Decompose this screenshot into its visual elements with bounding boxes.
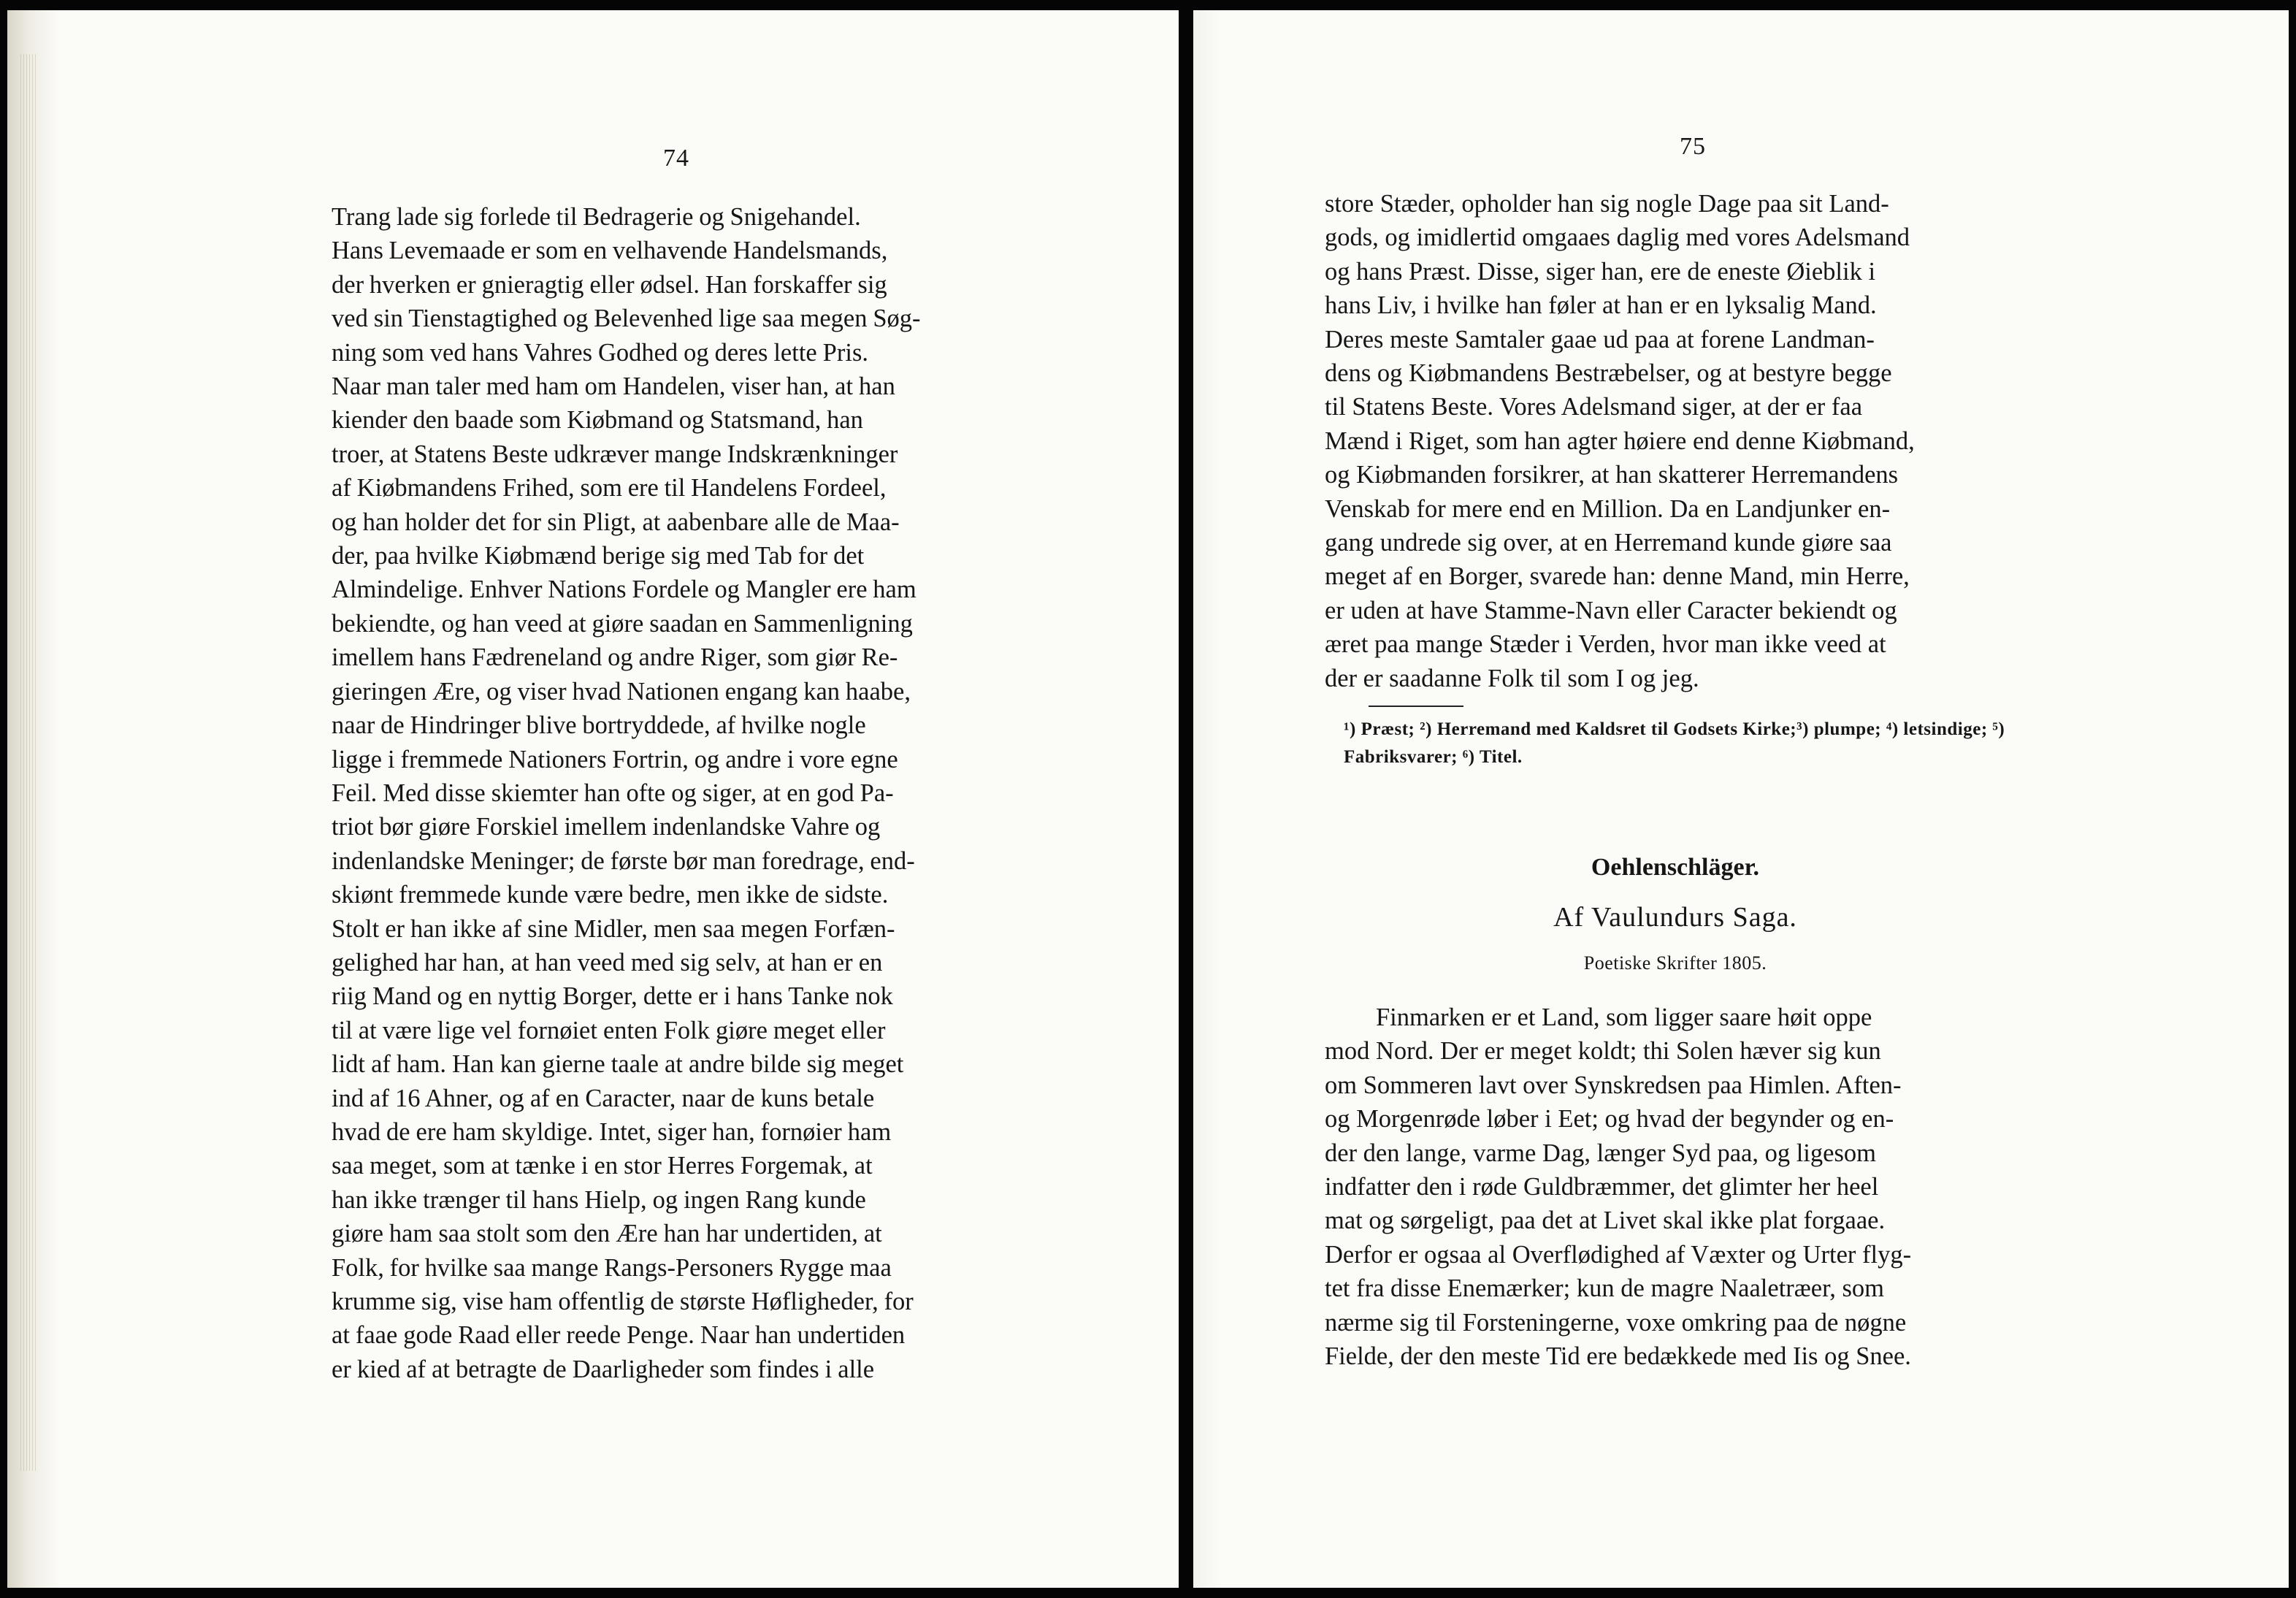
- text-line: Deres meste Samtaler gaae ud paa at forene Landman-: [1325, 325, 1875, 353]
- text-line: riig Mand og en nyttig Borger, dette er i hans Tanke nok: [332, 982, 893, 1011]
- text-line: Derfor er ogsaa al Overflødighed af Væxter og Urter flyg-: [1325, 1240, 1912, 1269]
- text-line: bekiendte, og han veed at giøre saadan en Sammenligning: [332, 609, 913, 638]
- text-line: indenlandske Meninger; de første bør man foredrage, end-: [332, 846, 915, 875]
- text-line: mod Nord. Der er meget koldt; thi Solen hæver sig kun: [1325, 1037, 1881, 1066]
- left-page: [7, 10, 1179, 1588]
- text-line: ning som ved hans Vahres Godhed og deres lette Pris.: [332, 338, 868, 367]
- section-source: Poetiske Skrifter 1805.: [1583, 952, 1767, 974]
- text-line: gieringen Ære, og viser hvad Nationen engang kan haabe,: [332, 677, 911, 706]
- text-line: store Stæder, opholder han sig nogle Dage paa sit Land-: [1325, 190, 1889, 218]
- text-line: Almindelige. Enhver Nations Fordele og Mangler ere ham: [332, 576, 917, 604]
- section-author: Oehlenschläger.: [1591, 854, 1760, 881]
- text-line: naar de Hindringer blive bortryddede, af hvilke nogle: [332, 711, 866, 740]
- text-line: gelighed har han, at han veed med sig selv, at han er en: [332, 948, 883, 976]
- text-line: Trang lade sig forlede til Bedragerie og Snigehandel.: [332, 203, 861, 231]
- text-line: der hverken er gnieragtig eller ødsel. Han forskaffer sig: [332, 270, 887, 299]
- text-line: ind af 16 Ahner, og af en Caracter, naar de kuns betale: [332, 1084, 875, 1112]
- text-line: og Kiøbmanden forsikrer, at han skatterer Herremandens: [1325, 461, 1899, 489]
- text-line: Venskab for mere end en Million. Da en Landjunker en-: [1325, 494, 1891, 523]
- text-line: saa meget, som at tænke i en stor Herres Forgemak, at: [332, 1152, 873, 1180]
- text-line: er kied af at betragte de Daarligheder som findes i alle: [332, 1355, 875, 1383]
- text-line: Folk, for hvilke saa mange Rangs-Personers Rygge maa: [332, 1253, 892, 1282]
- text-line: indfatter den i røde Guldbræmmer, det glimter her heel: [1325, 1173, 1879, 1201]
- text-line: Hans Levemaade er som en velhavende Handelsmands,: [332, 237, 888, 265]
- text-line: er uden at have Stamme-Navn eller Caracter bekiendt og: [1325, 596, 1897, 624]
- text-line: Stolt er han ikke af sine Midler, men saa megen Forfæn-: [332, 914, 895, 943]
- text-line: triot bør giøre Forskiel imellem indenlandske Vahre og: [332, 813, 881, 841]
- right-page: [1193, 10, 2289, 1588]
- text-line: og han holder det for sin Pligt, at aabenbare alle de Maa-: [332, 508, 900, 536]
- text-line: giøre ham saa stolt som den Ære han har undertiden, at: [332, 1220, 882, 1248]
- footnote-divider: [1369, 706, 1463, 707]
- page-number: 75: [1680, 133, 1706, 160]
- text-line: og Morgenrøde løber i Eet; og hvad der begynder og en-: [1325, 1105, 1894, 1133]
- text-line: imellem hans Fædreneland og andre Riger, som giør Re-: [332, 643, 898, 672]
- text-line: til Statens Beste. Vores Adelsmand siger, at der er faa: [1325, 393, 1863, 421]
- text-line: hans Liv, i hvilke han føler at han er en lyksalig Mand.: [1325, 291, 1877, 320]
- text-line: ved sin Tienstagtighed og Belevenhed lige saa megen Søg-: [332, 305, 921, 333]
- text-line: til at være lige vel fornøiet enten Folk giøre meget eller: [332, 1016, 886, 1044]
- text-line: lidt af ham. Han kan gierne taale at andre bilde sig meget: [332, 1050, 904, 1079]
- text-line: at faae gode Raad eller reede Penge. Naar han undertiden: [332, 1321, 906, 1350]
- section-text: [1325, 1001, 2055, 1373]
- text-line: der er saadanne Folk til som I og jeg.: [1325, 664, 1699, 692]
- footnote-line: ³) plumpe; ⁴) letsindige; ⁵) Fabriksvarer; ⁶) Titel.: [1344, 719, 2005, 767]
- text-line: Mænd i Riget, som han agter høiere end denne Kiøbmand,: [1325, 427, 1915, 455]
- text-line: ligge i fremmede Nationers Fortrin, og andre i vore egne: [332, 745, 898, 773]
- text-line: gods, og imidlertid omgaaes daglig med vores Adelsmand: [1325, 223, 1910, 252]
- text-line: han ikke trænger til hans Hielp, og ingen Rang kunde: [332, 1185, 866, 1214]
- text-line: æret paa mange Stæder i Verden, hvor man ikke veed at: [1325, 630, 1886, 659]
- text-line: gang undrede sig over, at en Herremand kunde giøre saa: [1325, 529, 1892, 557]
- text-line: der, paa hvilke Kiøbmænd berige sig med Tab for det: [332, 542, 865, 570]
- text-line: tet fra disse Enemærker; kun de magre Naaletræer, som: [1325, 1274, 1884, 1303]
- section-title: Af Vaulundurs Saga.: [1553, 902, 1797, 933]
- text-line: mat og sørgeligt, paa det at Livet skal ikke plat forgaae.: [1325, 1207, 1886, 1235]
- page-number: 74: [663, 145, 689, 172]
- text-line: nærme sig til Forsteningerne, voxe omkring paa de nøgne: [1325, 1308, 1907, 1337]
- text-line: skiønt fremmede kunde være bedre, men ikke de sidste.: [332, 881, 889, 909]
- footnotes: [1344, 716, 2074, 771]
- text-line: Feil. Med disse skiemter han ofte og siger, at en god Pa-: [332, 779, 894, 807]
- text-line: dens og Kiøbmandens Bestræbelser, og at bestyre begge: [1325, 359, 1892, 388]
- text-line: og hans Præst. Disse, siger han, ere de eneste Øieblik i: [1325, 257, 1876, 286]
- text-line: krumme sig, vise ham offentlig de største Høfligheder, for: [332, 1288, 914, 1315]
- body-text: [332, 200, 1062, 1386]
- text-line: kiender den baade som Kiøbmand og Statsmand, han: [332, 406, 863, 435]
- text-line: af Kiøbmandens Frihed, som ere til Handelens Fordeel,: [332, 474, 887, 502]
- footnote-line: ¹) Præst; ²) Herremand med Kaldsret til Godsets Kirke;: [1344, 719, 1797, 739]
- text-line: troer, at Statens Beste udkræver mange Indskrænkninger: [332, 440, 898, 468]
- body-text: [1325, 187, 2055, 695]
- text-line: der den lange, varme Dag, længer Syd paa, og ligesom: [1325, 1139, 1876, 1167]
- text-line: hvad de ere ham skyldige. Intet, siger han, fornøier ham: [332, 1117, 892, 1146]
- text-line: meget af en Borger, svarede han: denne Mand, min Herre,: [1325, 562, 1910, 591]
- page-edge-texture: [20, 54, 37, 1471]
- text-line: om Sommeren lavt over Synskredsen paa Himlen. Aften-: [1325, 1071, 1902, 1099]
- text-line: Fielde, der den meste Tid ere bedækkede med Iis og Snee.: [1325, 1342, 1911, 1371]
- text-line: Finmarken er et Land, som ligger saare høit oppe: [1376, 1003, 1872, 1031]
- text-line: Naar man taler med ham om Handelen, viser han, at han: [332, 372, 895, 401]
